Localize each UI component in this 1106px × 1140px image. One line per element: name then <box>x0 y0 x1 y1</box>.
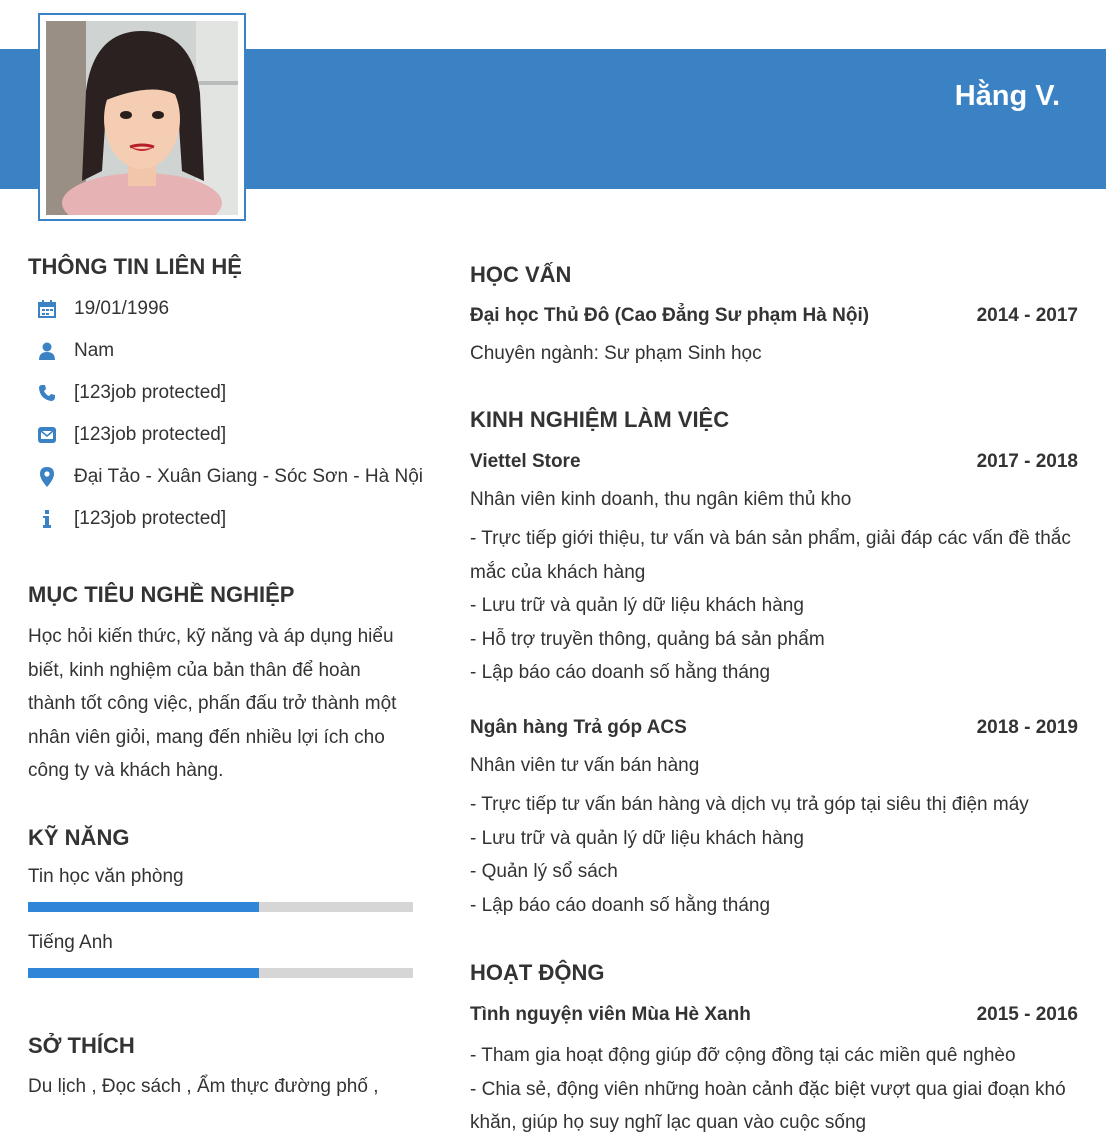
skill-bar-fill <box>28 902 259 912</box>
education-entry <box>470 305 1078 327</box>
skill-bar-fill <box>28 968 259 978</box>
envelope-icon <box>28 427 66 443</box>
birthday-value: 19/01/1996 <box>74 298 170 319</box>
job-duty: - Lưu trữ và quản lý dữ liệu khách hàng <box>470 827 804 849</box>
school-name: Đại học Thủ Đô (Cao Đẳng Sư phạm Hà Nội) <box>470 305 870 326</box>
education-section-title: HỌC VẤN <box>470 262 572 287</box>
activity-details <box>470 1039 1080 1140</box>
job-entry <box>470 451 1078 473</box>
info-icon <box>28 510 66 528</box>
contact-address <box>28 462 423 492</box>
skill-bar <box>28 968 413 978</box>
map-pin-icon <box>28 467 66 487</box>
info-value: [123job protected] <box>74 508 227 529</box>
job-company: Viettel Store <box>470 451 581 472</box>
activity-detail: - Tham gia hoạt động giúp đỡ cộng đồng tại các miền quê nghèo <box>470 1045 1016 1066</box>
objective-text: Học hỏi kiến thức, kỹ năng và áp dụng hiểu biết, kinh nghiệm của bản thân để hoàn thành tốt công việc, phấn đấu trở thành một nhân viên giỏi, mang đến nhiều lợi ích cho công ty và khách hàng. <box>28 626 397 782</box>
activities-section-title: HOẠT ĐỘNG <box>470 960 605 985</box>
job-entry <box>470 717 1078 739</box>
calendar-icon <box>28 300 66 318</box>
avatar-photo <box>46 21 238 215</box>
user-icon <box>28 342 66 360</box>
job-duty: - Trực tiếp tư vấn bán hàng và dịch vụ trả góp tại siêu thị điện máy <box>470 794 1029 815</box>
activity-name: Tình nguyện viên Mùa Hè Xanh <box>470 1004 751 1025</box>
job-duty: - Lập báo cáo doanh số hằng tháng <box>470 662 771 684</box>
activity-detail: - Chia sẻ, động viên những hoàn cảnh đặc biệt vượt qua giai đoạn khó khăn, giúp họ suy nghĩ lạc quan vào cuộc sống <box>470 1078 1066 1134</box>
objective-section-title: MỤC TIÊU NGHỀ NGHIỆP <box>28 582 295 607</box>
job-duty: - Hỗ trợ truyền thông, quảng bá sản phẩm <box>470 628 825 650</box>
gender-value: Nam <box>74 340 115 361</box>
avatar <box>38 13 246 221</box>
job-duty: - Quản lý sổ sách <box>470 861 618 883</box>
education-major: Chuyên ngành: Sư phạm Sinh học <box>470 343 762 364</box>
job-duty: - Lập báo cáo doanh số hằng tháng <box>470 894 771 916</box>
job-duties <box>470 522 1080 690</box>
job-duties <box>470 788 1080 922</box>
contact-email <box>28 420 226 450</box>
skill-name: Tiếng Anh <box>28 932 113 953</box>
education-years: 2014 - 2017 <box>976 305 1078 326</box>
hobbies-section-title: SỞ THÍCH <box>28 1033 135 1058</box>
phone-value: [123job protected] <box>74 382 227 403</box>
job-role: Nhân viên tư vấn bán hàng <box>470 755 700 776</box>
job-company: Ngân hàng Trả góp ACS <box>470 717 687 738</box>
address-value: Đại Tảo - Xuân Giang - Sóc Sơn - Hà Nội <box>74 466 423 487</box>
contact-info <box>28 504 226 534</box>
activity-entry <box>470 1004 1078 1026</box>
job-duty: - Lưu trữ và quản lý dữ liệu khách hàng <box>470 595 804 617</box>
skill-name: Tin học văn phòng <box>28 866 184 887</box>
contact-phone <box>28 378 226 408</box>
contact-gender <box>28 336 114 366</box>
job-years: 2017 - 2018 <box>976 451 1078 472</box>
job-role: Nhân viên kinh doanh, thu ngân kiêm thủ kho <box>470 489 852 510</box>
email-value: [123job protected] <box>74 424 227 445</box>
phone-icon <box>28 384 66 402</box>
hobbies-text: Du lịch , Đọc sách , Ẩm thực đường phố , <box>28 1076 379 1097</box>
job-years: 2018 - 2019 <box>976 717 1078 738</box>
candidate-name: Hằng V. <box>954 80 1060 112</box>
skills-section-title: KỸ NĂNG <box>28 825 130 850</box>
experience-section-title: KINH NGHIỆM LÀM VIỆC <box>470 407 730 432</box>
contact-section-title: THÔNG TIN LIÊN HỆ <box>28 254 242 279</box>
job-duty: - Trực tiếp giới thiệu, tư vấn và bán sản phẩm, giải đáp các vấn đề thắc mắc của khách hàng <box>470 528 1071 583</box>
contact-birthday <box>28 294 169 324</box>
skill-bar <box>28 902 413 912</box>
activity-years: 2015 - 2016 <box>976 1004 1078 1025</box>
